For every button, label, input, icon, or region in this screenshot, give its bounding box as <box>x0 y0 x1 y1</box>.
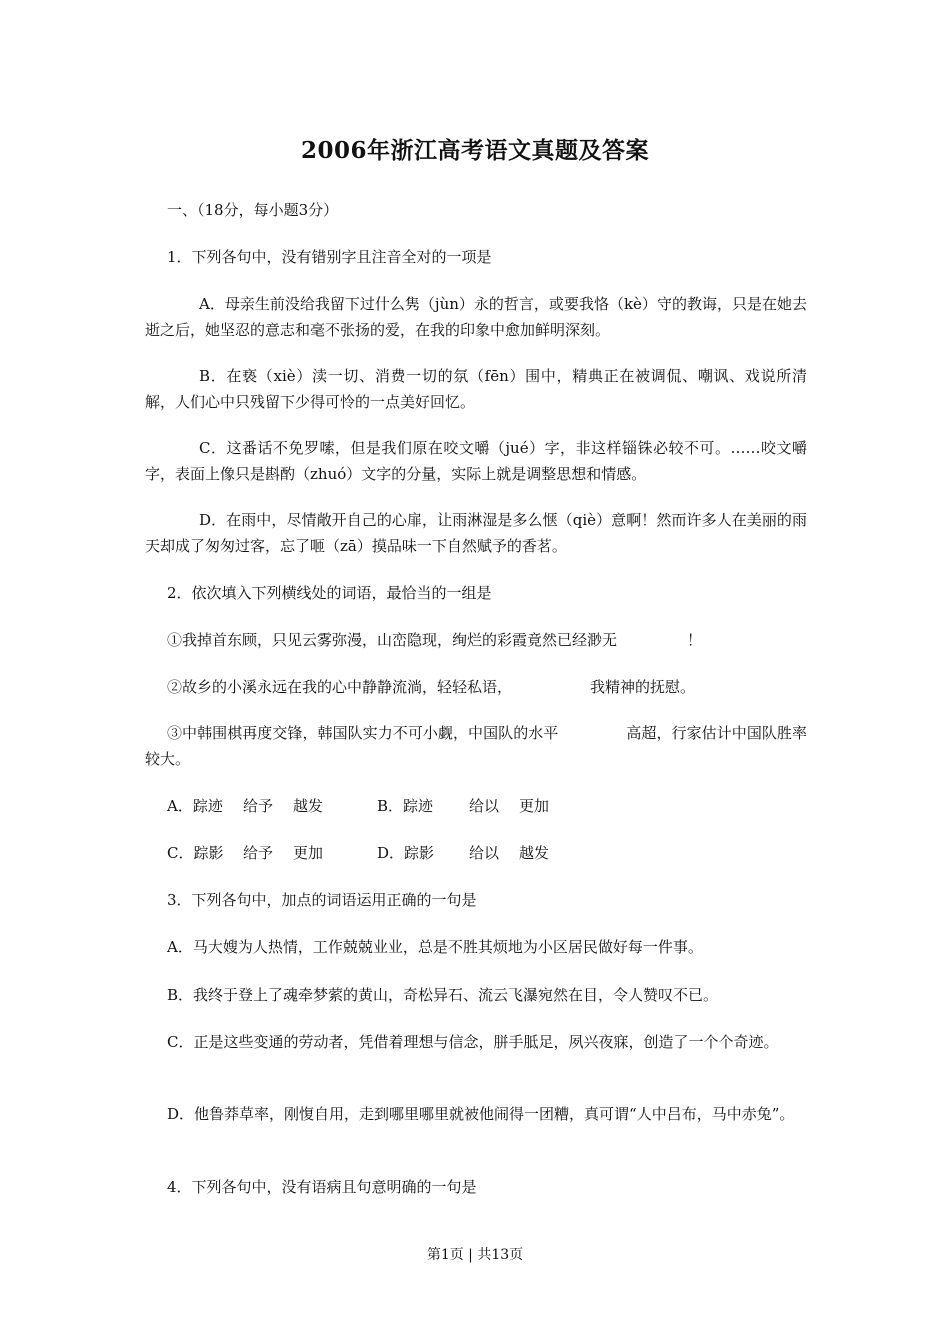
question-2-stem: 2．依次填入下列横线处的词语，最恰当的一组是 <box>167 584 492 602</box>
question-3-option-a: A．马大嫂为人热情，工作兢兢业业，总是不胜其烦地为小区居民做好每一件事。 <box>167 938 703 956</box>
question-1-stem: 1．下列各句中，没有错别字且注音全对的一项是 <box>167 248 492 266</box>
question-3-option-b: B．我终于登上了魂牵梦萦的黄山，奇松异石、流云飞瀑宛然在目，令人赞叹不已。 <box>167 986 719 1004</box>
option-c-word-1: C．踪影 <box>167 844 224 862</box>
section-heading: 一、（18分，每小题3分） <box>167 201 339 219</box>
question-3-option-c: C．正是这些变通的劳动者，凭借着理想与信念，胼手胝足，夙兴夜寐，创造了一个个奇迹。 <box>167 1033 779 1051</box>
sentence-3-text: ③中韩围棋再度交锋，韩国队实力不可小觑，中国队的水平 <box>167 724 559 742</box>
option-a-word-3: 越发 <box>293 797 324 815</box>
option-a-word-2: 给予 <box>243 797 274 815</box>
page-title: 2006年浙江高考语文真题及答案 <box>300 137 649 164</box>
option-b-word-2: 给以 <box>469 797 500 815</box>
question-3-option-d: D．他鲁莽草率，刚愎自用，走到哪里哪里就被他闹得一团糟，真可谓“人中吕布，马中赤兔”。 <box>167 1105 795 1123</box>
question-3-stem: 3．下列各句中，加点的词语运用正确的一句是 <box>167 891 477 909</box>
sentence-1-end: ！ <box>687 631 703 649</box>
option-b-word-1: B．踪迹 <box>377 797 434 815</box>
option-d-word-3: 越发 <box>519 844 550 862</box>
sentence-2-end: 我精神的抚慰。 <box>590 678 696 696</box>
option-d-word-1: D．踪影 <box>377 844 435 862</box>
sentence-1-text: ①我掉首东顾，只见云雾弥漫，山峦隐现，绚烂的彩霞竟然已经渺无 <box>167 631 618 649</box>
question-2-sentence-3 <box>145 720 807 772</box>
option-d-word-2: 给以 <box>469 844 500 862</box>
option-c-word-3: 更加 <box>293 844 324 862</box>
question-4-stem: 4．下列各句中，没有语病且句意明确的一句是 <box>167 1178 477 1196</box>
question-2-sentence-1 <box>167 627 702 653</box>
option-a-word-1: A．踪迹 <box>167 797 223 815</box>
question-2-options-row-2 <box>167 840 549 866</box>
question-1-option-b: B．在亵（xiè）渎一切、消费一切的氛（fēn）围中，精典正在被调侃、嘲讽、戏说所清解，人们心中只残留下少得可怜的一点美好回忆。 <box>145 367 807 411</box>
page-footer: 第1页 | 共13页 <box>426 1247 524 1263</box>
question-2-sentence-2 <box>167 674 695 700</box>
option-c-word-2: 给予 <box>243 844 274 862</box>
question-2-options-row-1 <box>167 793 549 819</box>
question-1-option-d: D．在雨中，尽情敞开自己的心扉，让雨淋湿是多么惬（qiè）意啊！然而许多人在美丽的雨天却成了匆匆过客，忘了咂（zā）摸品味一下自然赋予的香茗。 <box>145 511 807 555</box>
sentence-2-text: ②故乡的小溪永远在我的心中静静流淌，轻轻私语， <box>167 678 513 696</box>
sentence-3-end: 高超，行家估计中国队胜率较大。 <box>145 724 807 768</box>
question-1-option-c: C．这番话不免罗嗦，但是我们原在咬文嚼（jué）字，非这样锱铢必较不可。……咬文嚼字，表面上像只是斟酌（zhuó）文字的分量，实际上就是调整思想和情感。 <box>145 439 807 483</box>
option-b-word-3: 更加 <box>519 797 550 815</box>
question-1-option-a: A．母亲生前没给我留下过什么隽（jùn）永的哲言，或要我恪（kè）守的教诲，只是在她去逝之后，她坚忍的意志和毫不张扬的爱，在我的印象中愈加鲜明深刻。 <box>145 295 807 339</box>
